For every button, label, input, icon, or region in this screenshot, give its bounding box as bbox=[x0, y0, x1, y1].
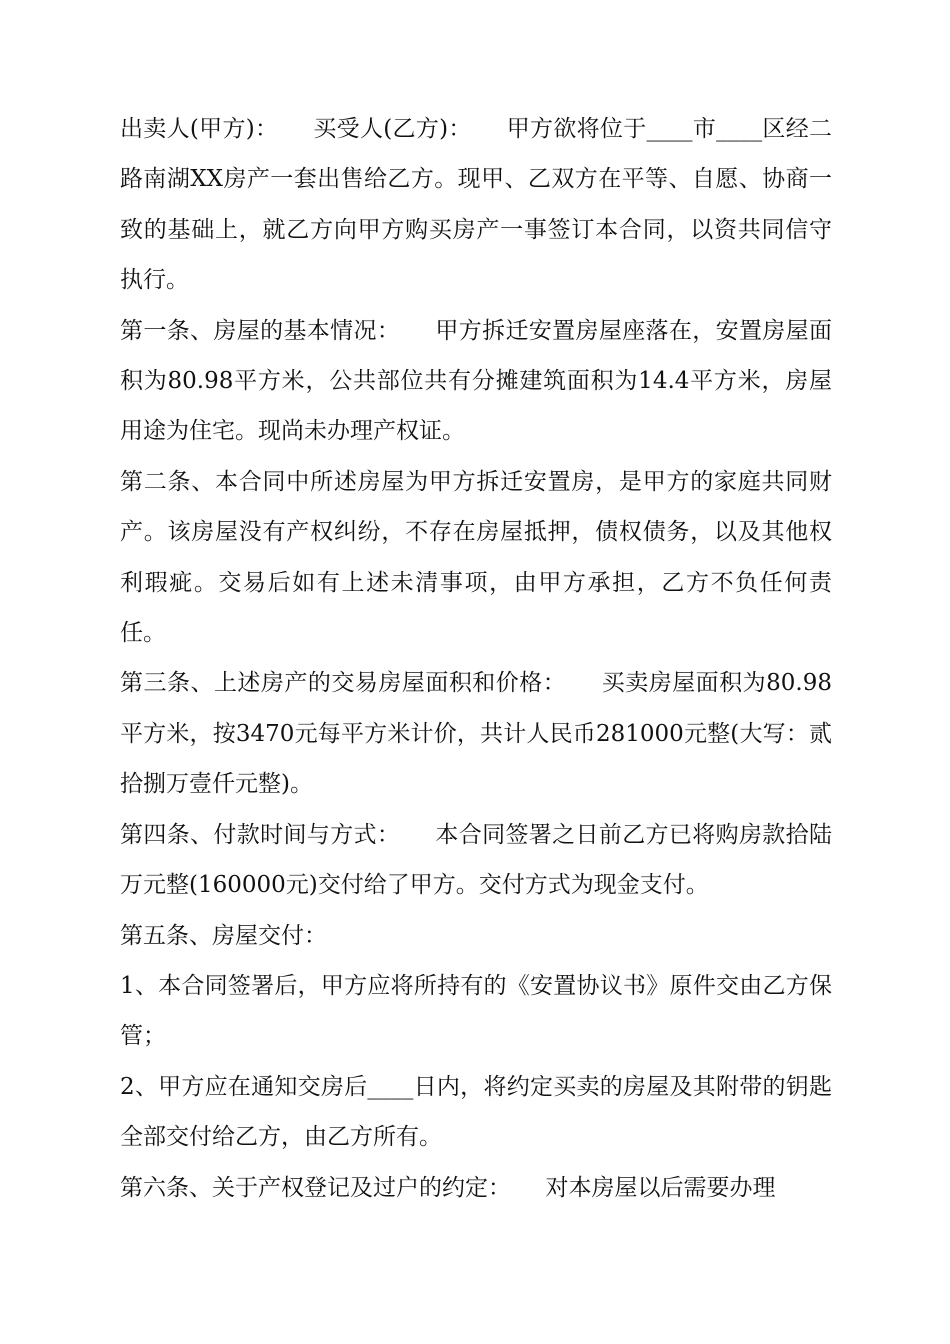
paragraph-article-1: 第一条、房屋的基本情况： 甲方拆迁安置房屋座落在，安置房屋面积为80.98平方米，公共部位共有分摊建筑面积为14.4平方米，房屋用途为住宅。现尚未办理产权证。 bbox=[120, 317, 832, 445]
paragraph-article-5-item-2: 2、甲方应在通知交房后____日内，将约定买卖的房屋及其附带的钥匙全部交付给乙方，由乙方所有。 bbox=[120, 1073, 832, 1151]
paragraph-article-2: 第二条、本合同中所述房屋为甲方拆迁安置房，是甲方的家庭共同财产。该房屋没有产权纠纷，不存在房屋抵押，债权债务，以及其他权利瑕疵。交易后如有上述未清事项，由甲方承担，乙方不负任何责任。 bbox=[120, 468, 832, 647]
paragraph-article-5-item-1: 1、本合同签署后，甲方应将所持有的《安置协议书》原件交由乙方保管； bbox=[120, 972, 832, 1050]
paragraph-article-6: 第六条、关于产权登记及过户的约定： 对本房屋以后需要办理 bbox=[120, 1174, 776, 1201]
paragraph-article-3: 第三条、上述房产的交易房屋面积和价格： 买卖房屋面积为80.98平方米，按3470元每平方米计价，共计人民币281000元整(大写：贰拾捌万壹仟元整)。 bbox=[120, 670, 832, 798]
paragraph-article-5-heading: 第五条、房屋交付： bbox=[120, 922, 327, 949]
paragraph-article-4: 第四条、付款时间与方式： 本合同签署之日前乙方已将购房款拾陆万元整(160000元)交付给了甲方。交付方式为现金支付。 bbox=[120, 821, 832, 899]
contract-body bbox=[120, 104, 832, 1213]
paragraph-parties-intro: 出卖人(甲方)： 买受人(乙方)： 甲方欲将位于____市____区经二路南湖XX房产一套出售给乙方。现甲、乙双方在平等、自愿、协商一致的基础上，就乙方向甲方购买房产一事签订本合同，以资共同信守执行。 bbox=[120, 116, 832, 294]
